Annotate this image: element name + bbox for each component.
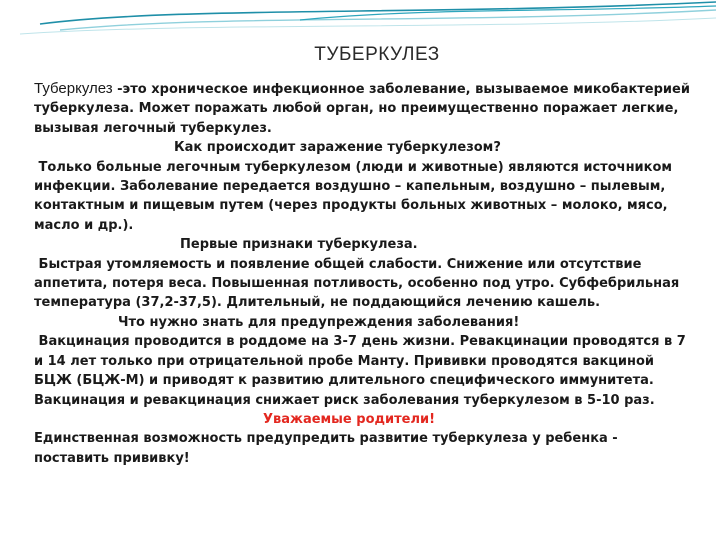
infection-text: Только больные легочным туберкулезом (люди и животные) являются источником инфекции. Заболевание передается воздушно – капельным, воздушно – пылевым, контактным и пищевым путем (через продукты больных животных – молоко, мясо, масло и др.).	[34, 159, 677, 233]
content-body	[34, 79, 694, 468]
intro-term: Туберкулез	[34, 80, 113, 97]
signs-heading: Первые признаки туберкулеза.	[180, 237, 418, 253]
appeal-heading: Уважаемые родители!	[262, 411, 436, 427]
closing-text: Единственная возможность предупредить развитие туберкулеза у ребенка - поставить прививку!	[34, 431, 623, 466]
signs-text: Быстрая утомляемость и появление общей слабости. Снижение или отсутствие аппетита, потеря веса. Повышенная потливость, особенно под утро. Субфебрильная температура (37,2-37,5). Длительный, не поддающийся лечению кашель.	[34, 256, 684, 311]
prevention-heading: Что нужно знать для предупреждения заболевания!	[118, 314, 520, 330]
slide-title-text: ТУБЕРКУЛЕЗ	[314, 44, 440, 65]
infection-heading: Как происходит заражение туберкулезом?	[174, 140, 501, 156]
wave-line-accent	[300, 6, 716, 20]
intro-paragraph	[34, 79, 694, 138]
wave-line-dark	[40, 2, 716, 24]
intro-text: -это хроническое инфекционное заболевание, вызываемое микобактерией туберкулеза. Может поражать любой орган, но преимущественно поражает легкие, вызывая легочный туберкулез.	[34, 82, 695, 136]
prevention-text: Вакцинация проводится в роддоме на 3-7 день жизни. Ревакцинации проводятся в 7 и 14 лет только при отрицательной пробе Манту. Прививки проводятся вакциной БЦЖ (БЦЖ-М) и приводят к развитию длительного специфического иммунитета. Вакцинация и ревакцинация снижает риск заболевания туберкулезом в 5-10 раз.	[34, 334, 691, 408]
wave-line-light	[60, 10, 716, 30]
wave-line-faint	[20, 18, 716, 34]
slide-title	[0, 44, 720, 66]
